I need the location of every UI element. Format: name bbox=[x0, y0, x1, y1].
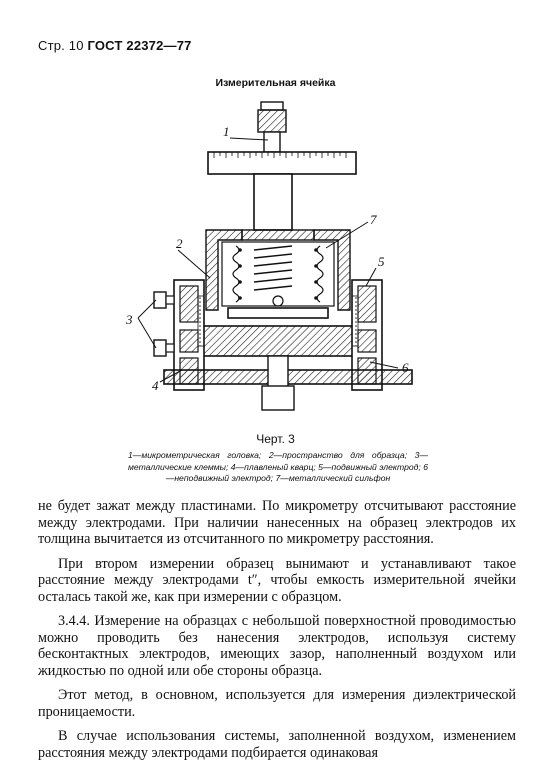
callout-7: 7 bbox=[370, 212, 377, 227]
figure-caption: Черт. 3 bbox=[256, 432, 295, 446]
body-text bbox=[38, 498, 516, 769]
callout-4: 4 bbox=[152, 378, 159, 393]
paragraph: При втором измерении образец вынимают и устанавливают такое расстояние между электродами t″, чтобы емкость измерительной ячейки осталась такой же, как при измерении с образцом. bbox=[38, 555, 516, 605]
gost-number: ГОСТ 22372—77 bbox=[87, 38, 192, 53]
figure-legend: 1—микрометрическая головка; 2—пространство для образца; 3—металлические клеммы; 4—плавленый кварц; 5—подвижный электрод; 6—неподвижный электрод; 7—металлический сильфон bbox=[128, 450, 428, 483]
page-header bbox=[38, 38, 192, 53]
paragraph: В случае использования системы, заполненной воздухом, изменением расстояния между электродами подбирается одинаковая bbox=[38, 728, 516, 761]
callout-3: 3 bbox=[126, 312, 133, 327]
paragraph: 3.4.4. Измерение на образцах с небольшой поверхностной проводимостью можно проводить без нанесения электродов, используя систему бесконтактных электродов, имеющих зазор, наполненный воздухом или жидкостью по одной или обе стороны образца. bbox=[38, 613, 516, 679]
measuring-cell-drawing bbox=[118, 100, 428, 430]
callout-1: 1 bbox=[223, 124, 230, 139]
figure-title: Измерительная ячейка bbox=[215, 77, 336, 89]
micrometer-knob bbox=[258, 102, 286, 152]
movable-electrode bbox=[228, 308, 328, 318]
page-number: Стр. 10 bbox=[38, 38, 84, 53]
spindle bbox=[254, 174, 292, 230]
lower-electrode-block bbox=[202, 326, 354, 356]
micrometer-dial bbox=[208, 152, 356, 174]
bellows bbox=[222, 242, 334, 306]
paragraph: Этот метод, в основном, используется для измерения диэлектрической проницаемости. bbox=[38, 687, 516, 720]
paragraph: не будет зажат между пластинами. По микрометру отсчитывают расстояние между электродами. При наличии нанесенных на образец электродов их толщина вычитается из отсчитанного по микрометру расстояния. bbox=[38, 498, 516, 547]
callout-2: 2 bbox=[176, 236, 183, 251]
callout-6: 6 bbox=[402, 360, 409, 375]
callout-5: 5 bbox=[378, 254, 385, 269]
